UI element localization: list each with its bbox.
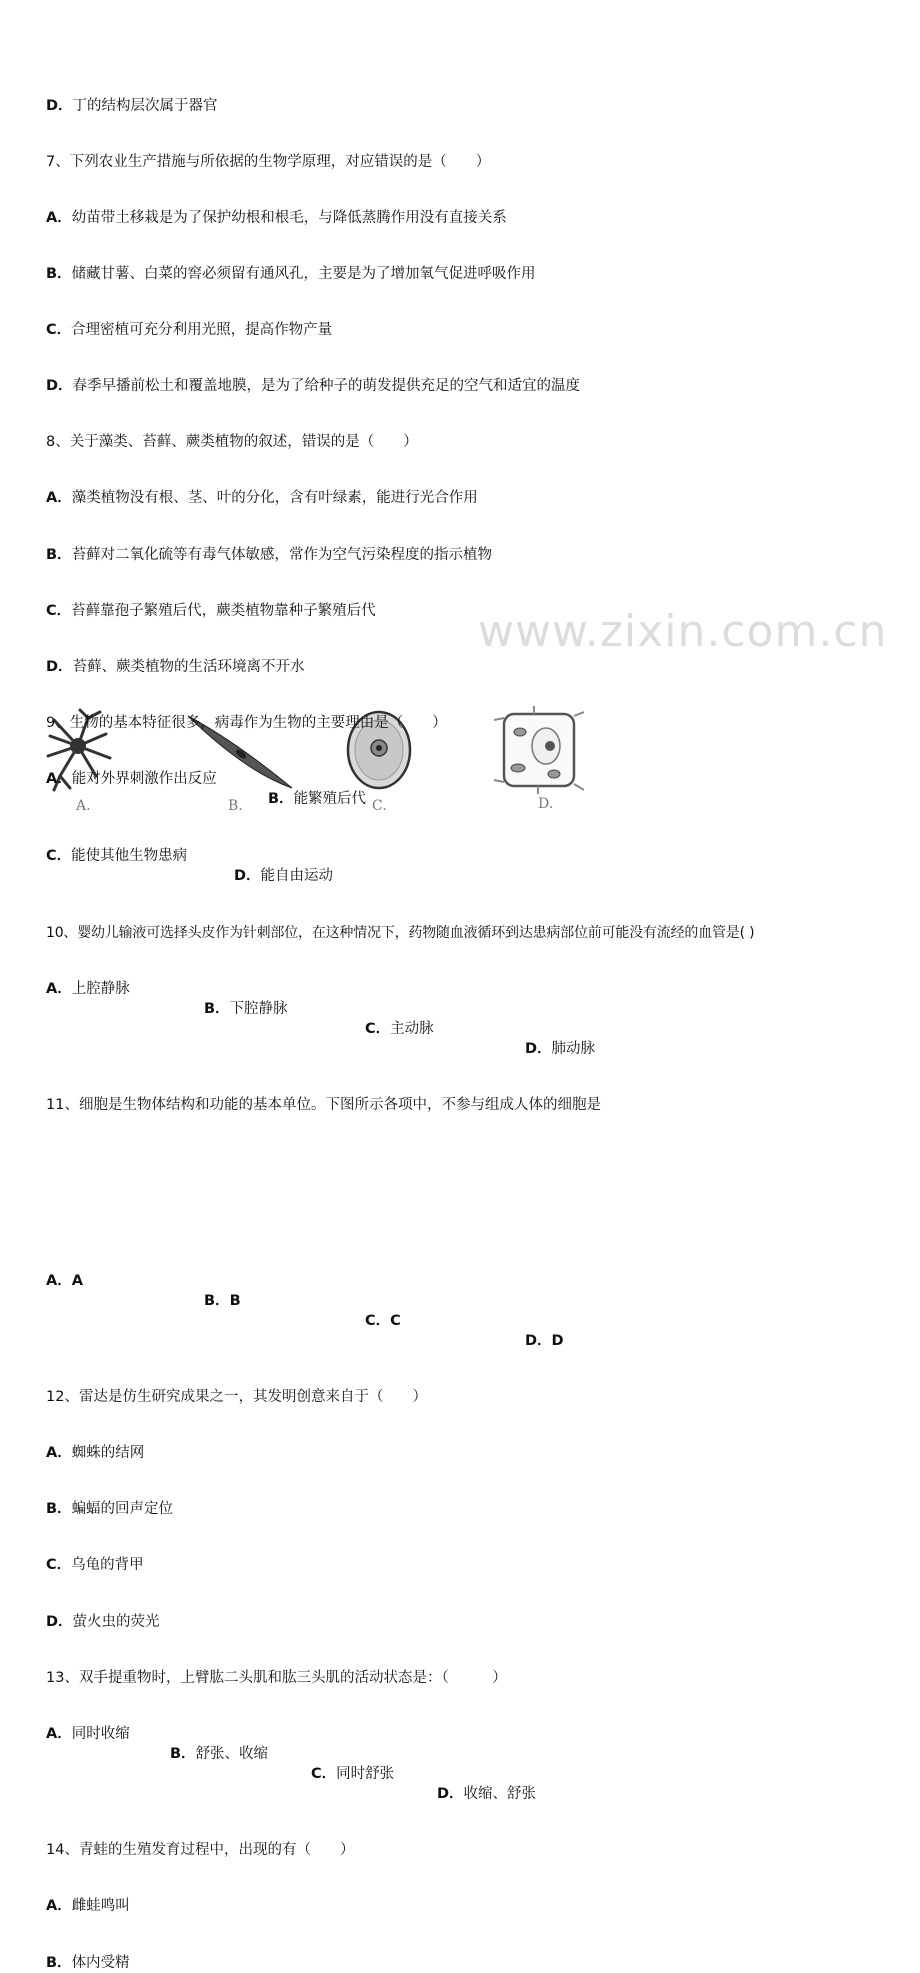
q14-option-b: B．体内受精 (46, 1955, 130, 1971)
q7-option-c: C．合理密植可充分利用光照，提高作物产量 (46, 322, 333, 338)
q7-option-b: B．储藏甘薯、白菜的窖必须留有通风孔，主要是为了增加氧气促进呼吸作用 (46, 266, 536, 282)
q8-stem: 8、关于藻类、苔藓、蕨类植物的叙述，错误的是（ ） (46, 434, 418, 450)
figure-caption-a: A. (76, 798, 91, 814)
q14-option-a: A．雌蛙鸣叫 (46, 1898, 130, 1914)
figure-caption-b: B. (228, 798, 243, 814)
q10-stem: 10、婴幼儿输液可选择头皮作为针刺部位，在这种情况下，药物随血液循环到达患病部位前可能没有流经的血管是( ) (46, 925, 755, 941)
q13-stem: 13、双手提重物时，上臂肱二头肌和肱三头肌的活动状态是：（ ） (46, 1670, 507, 1686)
q9-option-a: A．能对外界刺激作出反应 (46, 771, 217, 787)
figure-caption-d: D. (538, 796, 554, 812)
q10-option-d: D．肺动脉 (525, 1041, 596, 1057)
q14-stem: 14、青蛙的生殖发育过程中，出现的有（ ） (46, 1842, 355, 1858)
q7-option-a: A．幼苗带土移栽是为了保护幼根和根毛，与降低蒸腾作用没有直接关系 (46, 210, 507, 226)
q10-option-c: C．主动脉 (365, 1021, 434, 1037)
q8-option-d: D．苔藓、蕨类植物的生活环境离不开水 (46, 659, 305, 675)
q12-option-c: C．乌龟的背甲 (46, 1557, 144, 1573)
q12-option-a: A．蜘蛛的结网 (46, 1445, 145, 1461)
q13-option-b: B．舒张、收缩 (170, 1746, 269, 1762)
q12-option-d: D．萤火虫的荧光 (46, 1614, 160, 1630)
q7-stem: 7、下列农业生产措施与所依据的生物学原理，对应错误的是（ ） (46, 154, 491, 170)
q11-option-b: B．B (204, 1293, 241, 1309)
figure-caption-c: C. (372, 798, 387, 814)
q8-option-a: A．藻类植物没有根、茎、叶的分化，含有叶绿素，能进行光合作用 (46, 490, 478, 506)
q11-option-d: D．D (525, 1333, 564, 1349)
q7-option-d: D．春季早播前松土和覆盖地膜，是为了给种子的萌发提供充足的空气和适宜的温度 (46, 378, 581, 394)
q13-option-c: C．同时舒张 (311, 1766, 395, 1782)
q9-option-d: D．能自由运动 (234, 868, 334, 884)
q6-option-d: D．丁的结构层次属于器官 (46, 98, 218, 114)
q12-option-b: B．蝙蝠的回声定位 (46, 1501, 174, 1517)
q11-stem: 11、细胞是生物体结构和功能的基本单位。下图所示各项中，不参与组成人体的细胞是 (46, 1097, 601, 1113)
q9-option-b: B．能繁殖后代 (268, 791, 367, 807)
q11-option-a: A．A (46, 1273, 83, 1289)
q13-option-d: D．收缩、舒张 (437, 1786, 537, 1802)
q8-option-b: B．苔藓对二氧化硫等有毒气体敏感，常作为空气污染程度的指示植物 (46, 547, 493, 563)
q13-option-a: A．同时收缩 (46, 1726, 130, 1742)
q10-option-b: B．下腔静脉 (204, 1001, 288, 1017)
q9-stem: 9、生物的基本特征很多，病毒作为生物的主要理由是（ ） (46, 715, 447, 731)
q12-stem: 12、雷达是仿生研究成果之一，其发明创意来自于（ ） (46, 1389, 427, 1405)
q11-option-c: C．C (365, 1313, 401, 1329)
q10-option-a: A．上腔静脉 (46, 981, 130, 997)
q8-option-c: C．苔藓靠孢子繁殖后代，蕨类植物靠种子繁殖后代 (46, 603, 376, 619)
q9-option-c: C．能使其他生物患病 (46, 848, 188, 864)
watermark: www.zixin.com.cn (478, 606, 888, 657)
